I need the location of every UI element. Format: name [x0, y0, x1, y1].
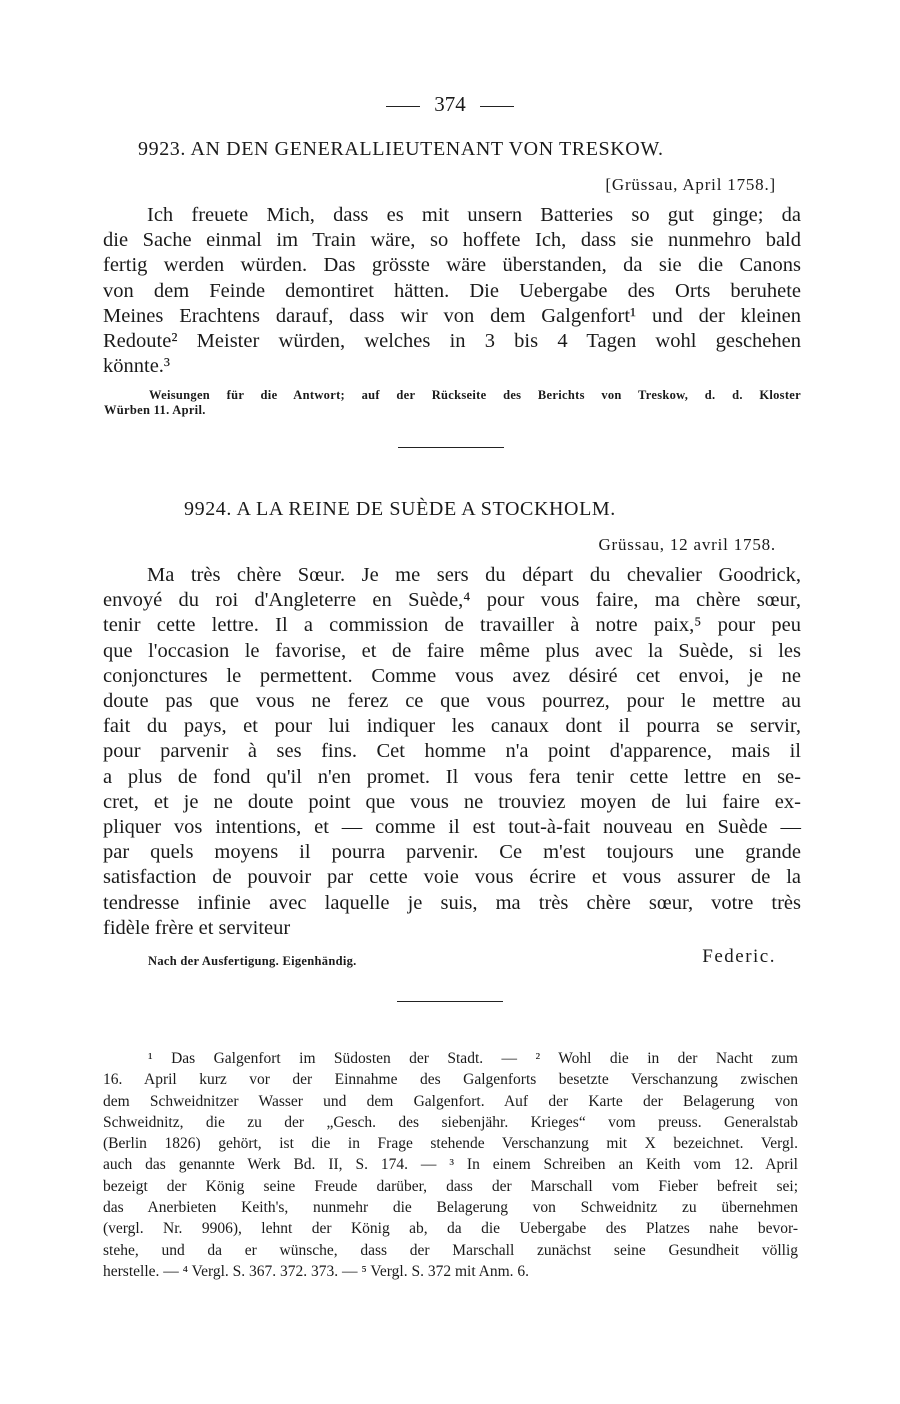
letter-note-9923	[104, 388, 801, 418]
body-line: Redoute² Meister würden, welches in 3 bis 4 Tagen wohl geschehen	[103, 330, 801, 353]
letter-body-9923	[103, 203, 801, 379]
footnote-line: Schweidnitz, die zu der „Gesch. des siebenjähr. Krieges“ vom preuss. Generalstab	[103, 1113, 798, 1131]
letter-body-9924	[103, 563, 801, 941]
footnote-line: dem Schweidnitzer Wasser und dem Galgenfort. Auf der Karte der Belagerung von	[103, 1092, 798, 1110]
signature: Federic.	[702, 946, 776, 967]
footnote-line: (Berlin 1826) gehört, ist die in Frage stehende Verschanzung mit X bezeichnet. Vergl.	[103, 1135, 798, 1153]
body-line: tenir cette lettre. Il a commission de travailler à notre paix,⁵ pour peu	[103, 614, 801, 637]
page-number-right-rule	[480, 106, 514, 107]
body-line: conjonctures le permettent. Comme vous avez désiré cet envoi, je ne	[103, 664, 801, 687]
body-line: satisfaction de pouvoir par cette voie vous écrire et vous assurer de la	[103, 866, 801, 889]
letter-dateline-9923: [Grüssau, April 1758.]	[605, 175, 776, 194]
body-line: Ich freuete Mich, dass es mit unsern Batteries so gut ginge; da	[147, 204, 801, 226]
letter-heading-9924: 9924. A LA REINE DE SUÈDE A STOCKHOLM.	[184, 498, 616, 520]
body-line: que l'occasion le favorise, et de faire même plus avec la Suède, si les	[103, 639, 801, 662]
body-line: fait du pays, et pour lui indiquer les canaux dont il pourra se servir,	[103, 715, 801, 738]
body-line: cret, et je ne doute point que vous ne trouviez moyen de lui faire ex-	[103, 790, 801, 813]
footnote-line: (vergl. Nr. 9906), lehnt der König ab, da die Uebergabe des Platzes nahe bevor-	[103, 1220, 798, 1238]
body-line: pour parvenir à ses fins. Cet homme n'a point d'apparence, mais il	[103, 740, 801, 763]
body-line: a plus de fond qu'il n'en promet. Il vous fera tenir cette lettre en se-	[103, 765, 801, 788]
body-line: von dem Feinde demontiret hätten. Die Uebergabe des Orts beruhete	[103, 279, 801, 302]
footnote-line: bezeigt der König seine Freude darüber, dass der Marschall vom Fieber befreit sei;	[103, 1177, 798, 1195]
footnote-line: herstelle. — ⁴ Vergl. S. 367. 372. 373. — ⁵ Vergl. S. 372 mit Anm. 6.	[103, 1262, 530, 1280]
letter-heading-9923: 9923. AN DEN GENERALLIEUTENANT VON TRESKOW.	[138, 138, 664, 160]
footnote-line: stehe, und da er wünsche, dass der Marschall zunächst seine Gesundheit völlig	[103, 1241, 798, 1259]
footnote-line: das Anerbieten Keith's, nunmehr die Belagerung von Schweidnitz zu übernehmen	[103, 1199, 798, 1217]
body-line: envoyé du roi d'Angleterre en Suède,⁴ pour vous faire, ma chère sœur,	[103, 589, 801, 612]
body-line: doute pas que vous ne ferez ce que vous pourrez, pour le mettre au	[103, 690, 801, 713]
body-line: die Sache einmal im Train wäre, so hoffete Ich, dass sie nunmehro bald	[103, 229, 801, 252]
body-line: könnte.³	[103, 355, 171, 378]
note-line: Weisungen für die Antwort; auf der Rückseite des Berichts von Treskow, d. d. Kloster	[149, 388, 801, 402]
footnote-line: ¹ Das Galgenfort im Südosten der Stadt. — ² Wohl die in der Nacht zum	[148, 1050, 798, 1067]
section-divider	[398, 447, 504, 448]
letter-note-9924: Nach der Ausfertigung. Eigenhändig.	[148, 954, 357, 968]
note-line: Würben 11. April.	[104, 403, 206, 417]
page-number-left-rule	[386, 106, 420, 107]
letter-dateline-9924: Grüssau, 12 avril 1758.	[598, 535, 776, 554]
body-line: fidèle frère et serviteur	[103, 916, 291, 939]
body-line: pliquer vos intentions, et — comme il est tout-à-fait nouveau en Suède —	[103, 816, 801, 839]
body-line: tendresse infinie avec laquelle je suis, ma très chère sœur, votre très	[103, 891, 801, 914]
section-divider	[397, 1001, 503, 1002]
body-line: fertig werden würden. Das grösste wäre überstanden, da sie die Canons	[103, 254, 801, 277]
footnotes	[103, 1048, 798, 1282]
body-line: Meines Erachtens darauf, dass wir von dem Galgenfort¹ und der kleinen	[103, 304, 801, 327]
body-line: Ma très chère Sœur. Je me sers du départ du chevalier Goodrick,	[147, 564, 801, 586]
page-number	[0, 92, 900, 117]
footnote-line: 16. April kurz vor der Einnahme des Galgenforts besetzte Verschanzung zwischen	[103, 1071, 798, 1089]
body-line: par quels moyens il pourra parvenir. Ce m'est toujours une grande	[103, 841, 801, 864]
footnote-line: auch das genannte Werk Bd. II, S. 174. — ³ In einem Schreiben an Keith vom 12. April	[103, 1156, 798, 1174]
page-number-text: 374	[434, 92, 466, 116]
